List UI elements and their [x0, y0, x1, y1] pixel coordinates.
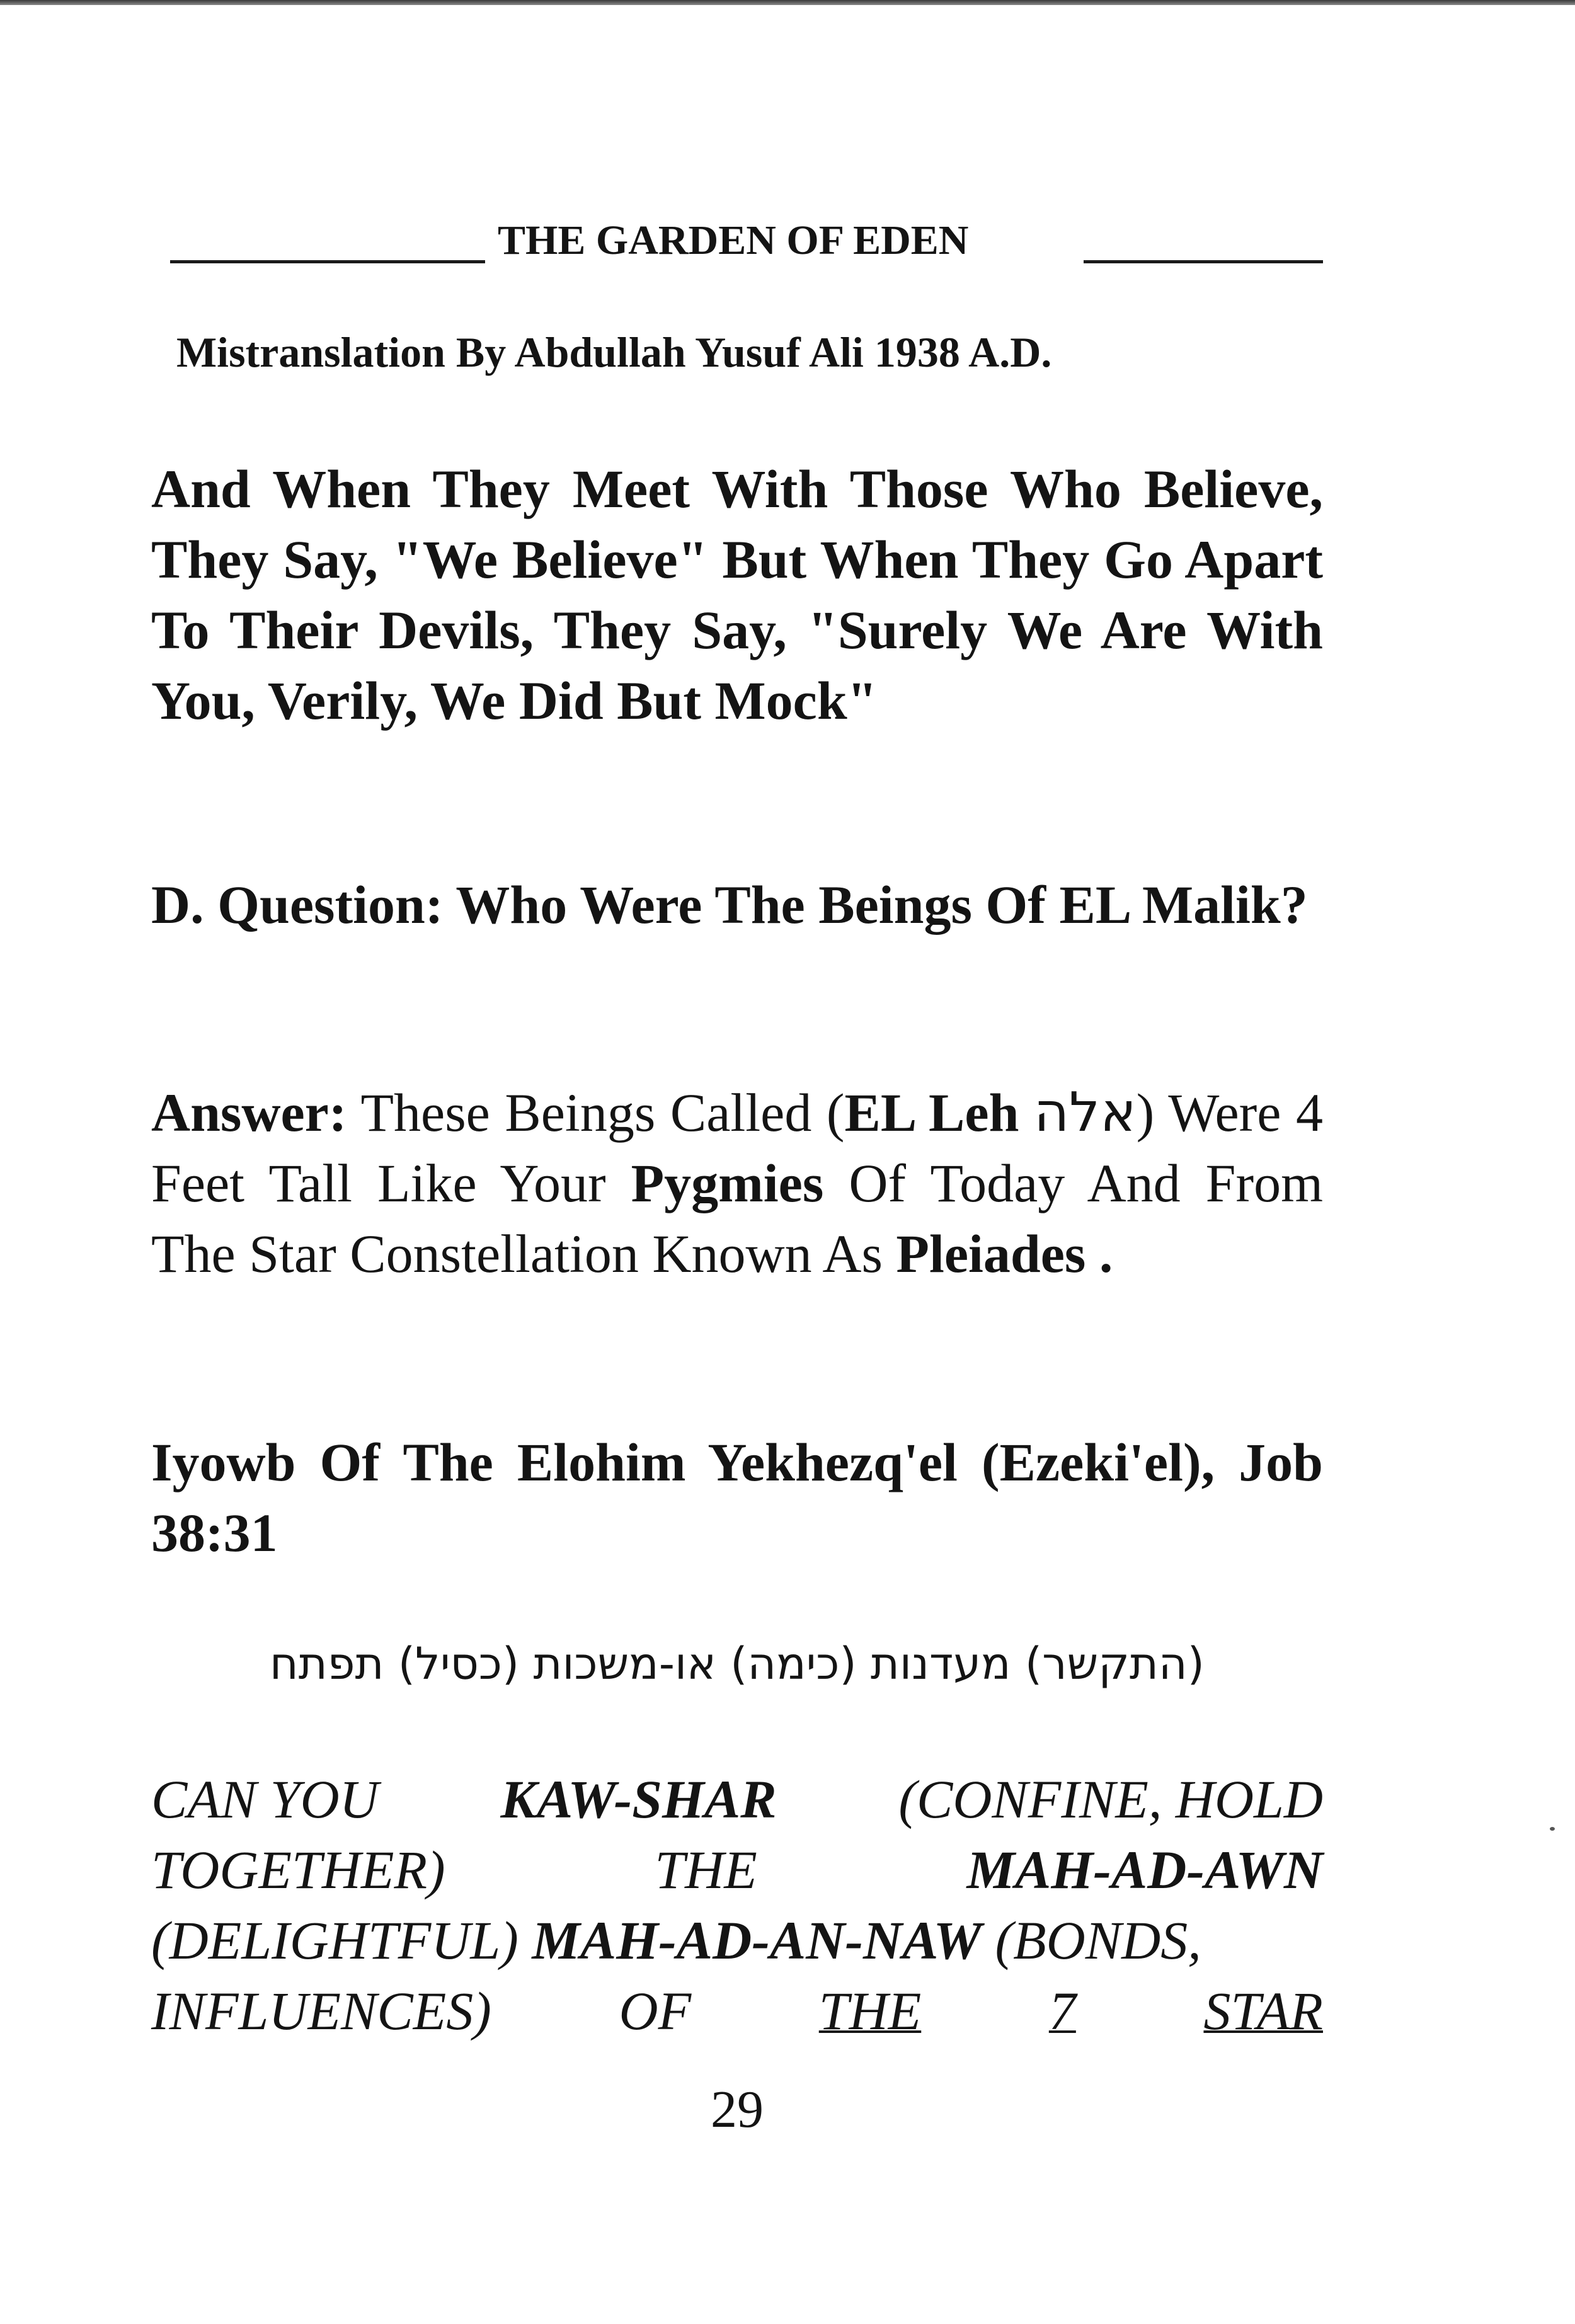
verse-word: INFLUENCES)	[151, 1981, 491, 2041]
verse-word: TOGETHER)	[151, 1840, 445, 1900]
verse-translation	[151, 1764, 1323, 2046]
page-number: 29	[711, 2080, 764, 2139]
hebrew-verse: (התקשר) מעדנות (כימה) או-משכות (כסיל) תפתח	[270, 1638, 1205, 1690]
verse-line-2	[151, 1835, 1323, 1905]
answer-el-leh: EL Leh	[844, 1082, 1019, 1143]
verse-word: MAH-AD-AN-NAW	[532, 1910, 982, 1971]
verse-word: MAH-AD-AWN	[966, 1840, 1323, 1900]
verse-word: STAR	[1203, 1981, 1323, 2041]
verse-word: 7	[1048, 1981, 1076, 2041]
answer-text-3: Of Today And From The Star Constellation Known As	[151, 1153, 1323, 1284]
answer-text-2: ) Were 4 Feet Tall Like Your	[151, 1082, 1324, 1213]
question-heading: D. Question: Who Were The Beings Of EL Malik?	[151, 874, 1308, 935]
verse-word: THE	[655, 1840, 757, 1900]
answer-text-4: .	[1085, 1223, 1113, 1284]
verse-word: THE	[818, 1981, 922, 2041]
header-title: THE GARDEN OF EDEN	[498, 217, 969, 263]
verse-word: (DELIGHTFUL)	[151, 1910, 532, 1971]
quoted-translation: And When They Meet With Those Who Believe, They Say, "We Believe" But When They Go Apart To Their Devils, They Say, "Surely We Are With You, Verily, We Did But Mock"	[151, 459, 1323, 731]
scan-speck	[1550, 1827, 1555, 1831]
verse-word: OF	[619, 1981, 692, 2041]
answer-text-1: These Beings Called (	[346, 1082, 845, 1143]
answer-pygmies: Pygmies	[631, 1153, 824, 1213]
verse-word: (BONDS,	[982, 1910, 1201, 1971]
scripture-reference: Iyowb Of The Elohim Yekhezq'el (Ezeki'el), Job 38:31	[151, 1432, 1323, 1563]
verse-line-3	[151, 1905, 1323, 1976]
answer-pleiades: Pleiades	[896, 1223, 1086, 1284]
running-header	[170, 208, 1323, 271]
answer-label: Answer:	[151, 1082, 347, 1143]
answer-hebrew-name: אלה	[1034, 1081, 1137, 1144]
verse-word: CAN YOU	[151, 1769, 379, 1829]
header-rule-right	[1084, 260, 1323, 263]
header-rule-left	[170, 260, 485, 263]
verse-word: (CONFINE, HOLD	[898, 1769, 1323, 1829]
verse-line-4	[151, 1976, 1323, 2046]
scan-top-edge	[0, 0, 1575, 5]
verse-word: KAW-SHAR	[500, 1769, 777, 1829]
section-subtitle: Mistranslation By Abdullah Yusuf Ali 1938 A.D.	[176, 328, 1052, 376]
verse-line-1	[151, 1764, 1323, 1835]
answer-paragraph	[151, 1077, 1323, 1289]
